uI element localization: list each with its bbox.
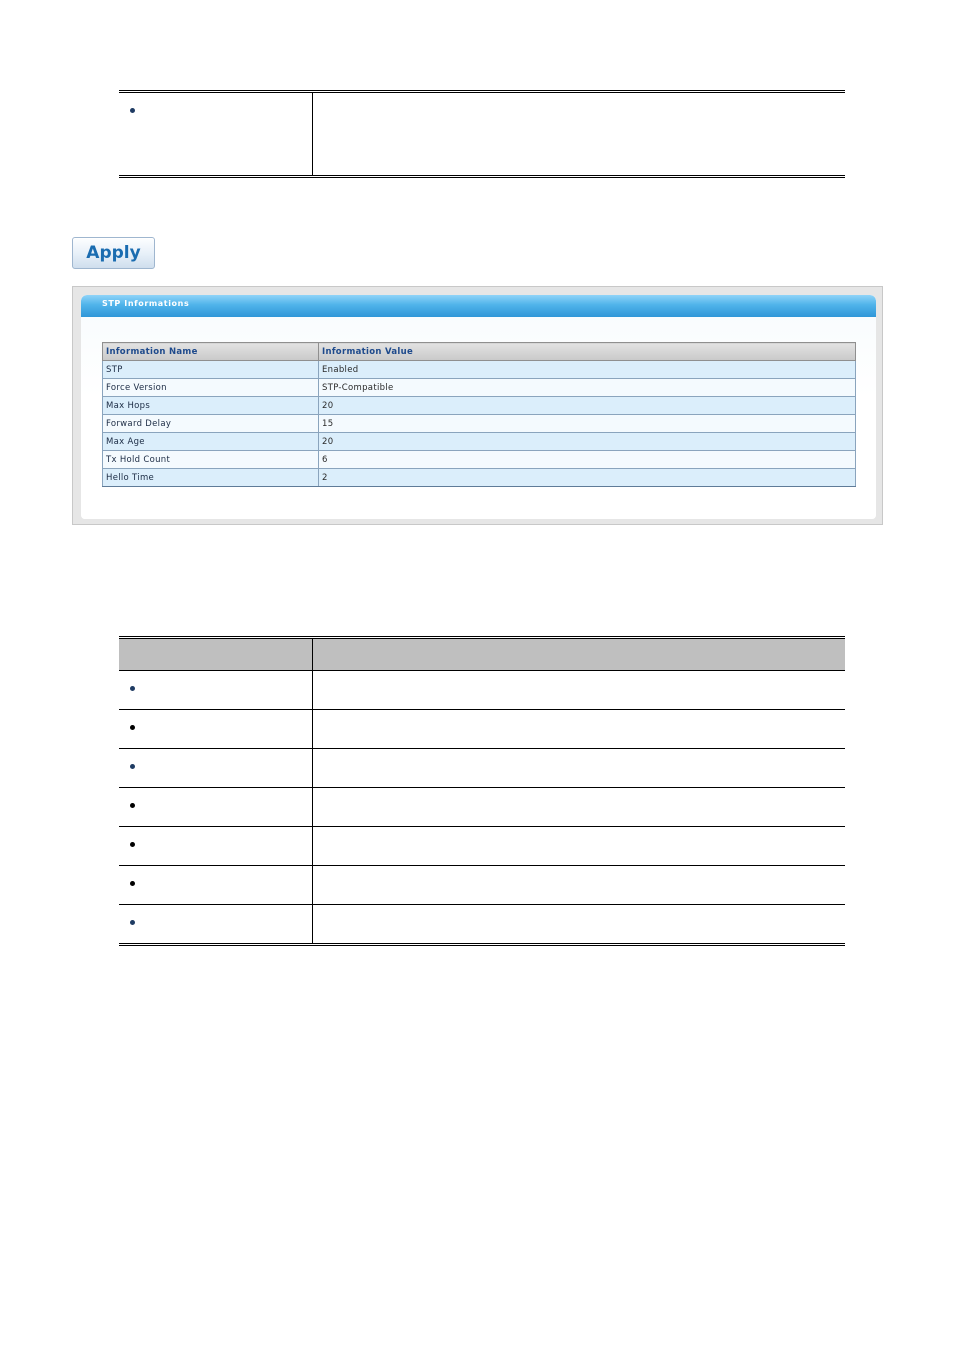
row-divider <box>119 826 845 827</box>
info-name: Force Version <box>103 379 319 397</box>
table-row <box>103 451 856 469</box>
bullet-icon <box>130 725 135 730</box>
info-value: 15 <box>319 415 856 433</box>
row-divider <box>119 709 845 710</box>
row-divider <box>119 748 845 749</box>
panel-body <box>81 317 876 519</box>
info-name: Tx Hold Count <box>103 451 319 469</box>
table-row <box>103 379 856 397</box>
description-table-bottom <box>119 636 845 946</box>
table-row <box>103 469 856 487</box>
row-divider <box>119 670 845 671</box>
stp-informations-panel <box>72 286 883 525</box>
bullet-icon <box>130 920 135 925</box>
description-table-top <box>119 90 845 178</box>
info-value: Enabled <box>319 361 856 379</box>
column-header-name: Information Name <box>103 343 319 361</box>
bullet-icon <box>130 108 135 113</box>
info-name: Hello Time <box>103 469 319 487</box>
table-row <box>103 433 856 451</box>
info-value: 2 <box>319 469 856 487</box>
table-row <box>103 415 856 433</box>
column-header-value: Information Value <box>319 343 856 361</box>
info-name: STP <box>103 361 319 379</box>
panel-header <box>81 295 876 317</box>
description-table-top-label-column <box>119 93 313 175</box>
column-divider <box>312 639 313 943</box>
info-name: Max Hops <box>103 397 319 415</box>
bullet-icon <box>130 764 135 769</box>
info-name: Forward Delay <box>103 415 319 433</box>
bullet-icon <box>130 881 135 886</box>
apply-button[interactable]: Apply <box>72 237 155 269</box>
info-value: 20 <box>319 433 856 451</box>
info-value: 6 <box>319 451 856 469</box>
row-divider <box>119 904 845 905</box>
info-name: Max Age <box>103 433 319 451</box>
table-header-row <box>103 343 856 361</box>
info-value: STP-Compatible <box>319 379 856 397</box>
stp-info-table <box>102 342 856 487</box>
bullet-icon <box>130 686 135 691</box>
panel-title: STP Informations <box>102 299 190 308</box>
row-divider <box>119 787 845 788</box>
bullet-icon <box>130 842 135 847</box>
bullet-icon <box>130 803 135 808</box>
row-divider <box>119 865 845 866</box>
table-row <box>103 397 856 415</box>
panel-inner <box>81 295 876 519</box>
info-value: 20 <box>319 397 856 415</box>
description-table-header <box>119 639 845 670</box>
table-row <box>103 361 856 379</box>
